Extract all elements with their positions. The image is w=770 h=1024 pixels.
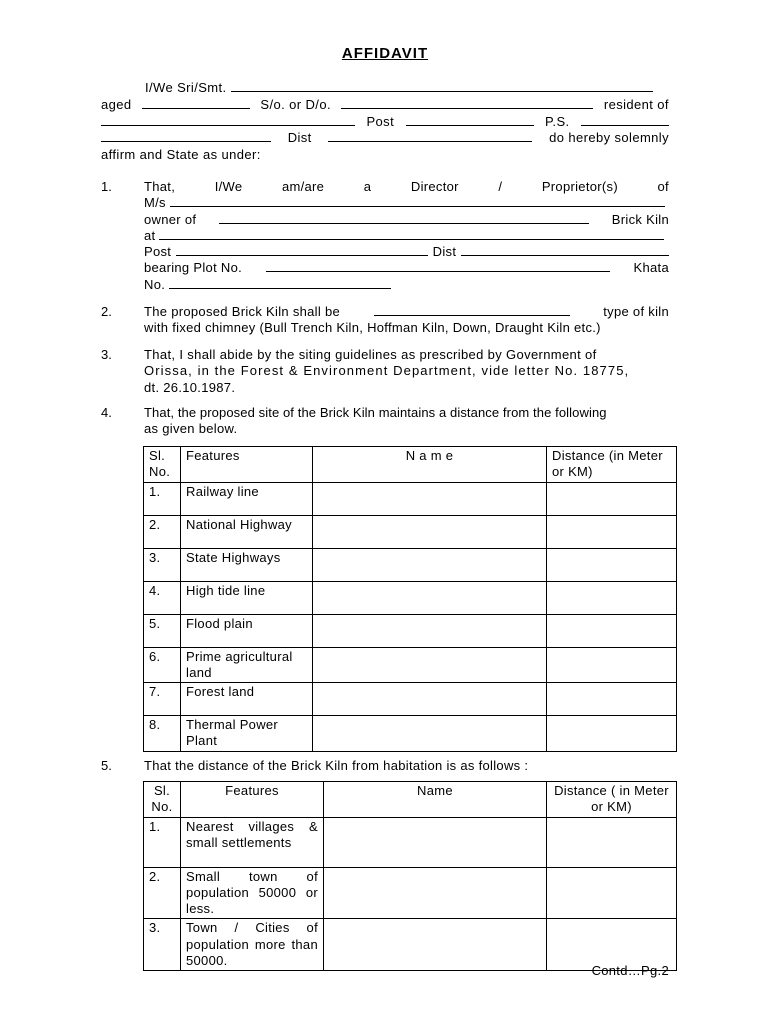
owner-label: owner of [144,211,197,227]
header-sl: Sl. No. [144,447,181,483]
plot-blank[interactable] [266,260,610,272]
row-name-cell[interactable] [313,548,547,581]
header-distance: Distance ( in Meter or KM) [547,782,677,818]
header-features: Features [181,447,313,483]
ps-cont-blank[interactable] [101,130,271,142]
khata-no-label: No. [144,276,166,292]
table-row [144,548,677,581]
text-word: I/We [214,179,243,194]
item-2-line-2: with fixed chimney (Bull Trench Kiln, Hoffman Kiln, Down, Draught Kiln etc.) [144,320,601,336]
brick-kiln-label: Brick Kiln [611,211,669,227]
item-1-line-7 [144,277,669,293]
row-sl: 7. [144,683,181,716]
row-sl: 4. [144,581,181,614]
row-feature: Forest land [181,683,313,716]
row-sl: 1. [144,817,181,867]
text-line: type of kiln [603,304,669,319]
firm-blank[interactable] [170,195,665,207]
item-1-line-6 [144,260,669,276]
row-distance-cell[interactable] [547,548,677,581]
khata-blank[interactable] [169,277,391,289]
table-header-row [144,447,677,483]
row-sl: 3. [144,919,181,971]
row-sl: 5. [144,614,181,647]
age-blank[interactable] [142,97,250,109]
item-1-line-1 [144,179,669,195]
row-name-cell[interactable] [324,817,547,867]
table-row [144,867,677,919]
item-1-line-2 [144,195,669,211]
row-sl: 8. [144,716,181,752]
table-row [144,817,677,867]
ps-blank[interactable] [581,114,669,126]
post-blank[interactable] [176,244,428,256]
row-distance-cell[interactable] [547,817,677,867]
row-sl: 6. [144,647,181,683]
header-distance: Distance (in Meter or KM) [547,447,677,483]
item-4-line-1: That, the proposed site of the Brick Kiln maintains a distance from the following [144,405,607,420]
row-name-cell[interactable] [313,647,547,683]
intro-line-1 [101,80,669,95]
features-table [143,446,677,752]
dist-blank[interactable] [328,130,532,142]
name-blank[interactable] [231,80,653,92]
at-label: at [144,227,156,243]
row-distance-cell[interactable] [547,581,677,614]
table-row [144,482,677,515]
post-blank[interactable] [406,114,534,126]
row-feature: State Highways [181,548,313,581]
row-sl: 2. [144,515,181,548]
row-name-cell[interactable] [324,867,547,919]
table-row [144,683,677,716]
header-name: N a m e [313,447,547,483]
item-number: 1. [101,179,112,194]
row-distance-cell[interactable] [547,482,677,515]
row-feature: Town / Cities of population more than 50000. [181,919,324,971]
item-3-body [144,347,669,396]
text-word: am/are [281,179,325,194]
header-features: Features [181,782,324,818]
item-4-line-2: as given below. [144,421,238,437]
item-3-line-1: That, I shall abide by the siting guidelines as prescribed by Government of [144,347,597,362]
row-feature: Small town of population 50000 or less. [181,867,324,919]
item-2-body [144,304,669,337]
table-row [144,515,677,548]
item-1-line-5 [144,244,669,260]
ms-label: M/s [144,195,166,211]
habitation-table [143,781,677,971]
item-1-body [144,179,669,293]
row-name-cell[interactable] [313,614,547,647]
item-5-line-1: That the distance of the Brick Kiln from habitation is as follows : [144,758,529,773]
row-sl: 3. [144,548,181,581]
owner-blank[interactable] [219,212,589,224]
intro-name-label: I/We Sri/Smt. [145,80,227,95]
table-row [144,716,677,752]
row-distance-cell[interactable] [547,614,677,647]
ps-label: P.S. [545,114,570,129]
header-name: Name [324,782,547,818]
row-name-cell[interactable] [324,919,547,971]
text-word: a [363,179,372,194]
item-number: 5. [101,758,112,773]
row-sl: 1. [144,482,181,515]
solemnly-label: do hereby solemnly [549,130,669,145]
continued-note: Contd…Pg.2 [591,963,669,978]
at-blank[interactable] [159,228,664,240]
row-name-cell[interactable] [313,515,547,548]
text-word: Director [410,179,459,194]
row-feature: Prime agricultural land [181,647,313,683]
plot-label: bearing Plot No. [144,260,243,276]
row-distance-cell[interactable] [547,867,677,919]
item-number: 2. [101,304,112,319]
row-sl: 2. [144,867,181,919]
post-label: Post [144,244,172,260]
item-5-body [144,758,669,774]
table-row [144,614,677,647]
item-4-body [144,405,669,438]
row-name-cell[interactable] [313,716,547,752]
row-feature: Nearest villages & small settlements [181,817,324,867]
header-sl: Sl. No. [144,782,181,818]
row-name-cell[interactable] [313,581,547,614]
relation-blank[interactable] [341,97,593,109]
relation-label: S/o. or D/o. [260,97,331,112]
item-number: 4. [101,405,112,420]
aged-label: aged [101,97,132,112]
item-3-line-2: Orissa, in the Forest & Environment Department, vide letter No. 18775, [144,363,630,379]
text-line: The proposed Brick Kiln shall be [144,304,341,319]
table-row [144,581,677,614]
table-header-row [144,782,677,818]
row-feature: Thermal Power Plant [181,716,313,752]
row-feature: Flood plain [181,614,313,647]
item-2-line-1 [144,304,669,320]
intro-line-4 [101,130,669,145]
row-distance-cell[interactable] [547,647,677,683]
row-name-cell[interactable] [313,683,547,716]
dist-blank[interactable] [461,244,669,256]
text-word: That, [144,179,176,194]
intro-line-3 [101,114,669,129]
post-label: Post [366,114,395,129]
item-number: 3. [101,347,112,362]
dist-label: Dist [287,130,312,145]
item-3-line-3: dt. 26.10.1987. [144,379,236,395]
row-feature: National Highway [181,515,313,548]
row-feature: High tide line [181,581,313,614]
residence-blank[interactable] [101,114,355,126]
item-1-line-4 [144,228,669,244]
text-word: of [657,179,669,194]
row-distance-cell[interactable] [547,716,677,752]
text-word: / [498,179,503,194]
dist-label: Dist [432,244,457,260]
row-distance-cell[interactable] [547,683,677,716]
intro-line-2 [101,97,669,112]
resident-label: resident of [603,97,669,112]
kiln-type-blank[interactable] [374,304,570,316]
khata-label: Khata [633,260,669,276]
text-word: Proprietor(s) [541,179,618,194]
intro-line-5: affirm and State as under: [101,147,261,162]
table-row [144,647,677,683]
item-1-line-3 [144,212,669,228]
row-feature: Railway line [181,482,313,515]
row-distance-cell[interactable] [547,515,677,548]
row-name-cell[interactable] [313,482,547,515]
page-title: AFFIDAVIT [341,45,429,62]
